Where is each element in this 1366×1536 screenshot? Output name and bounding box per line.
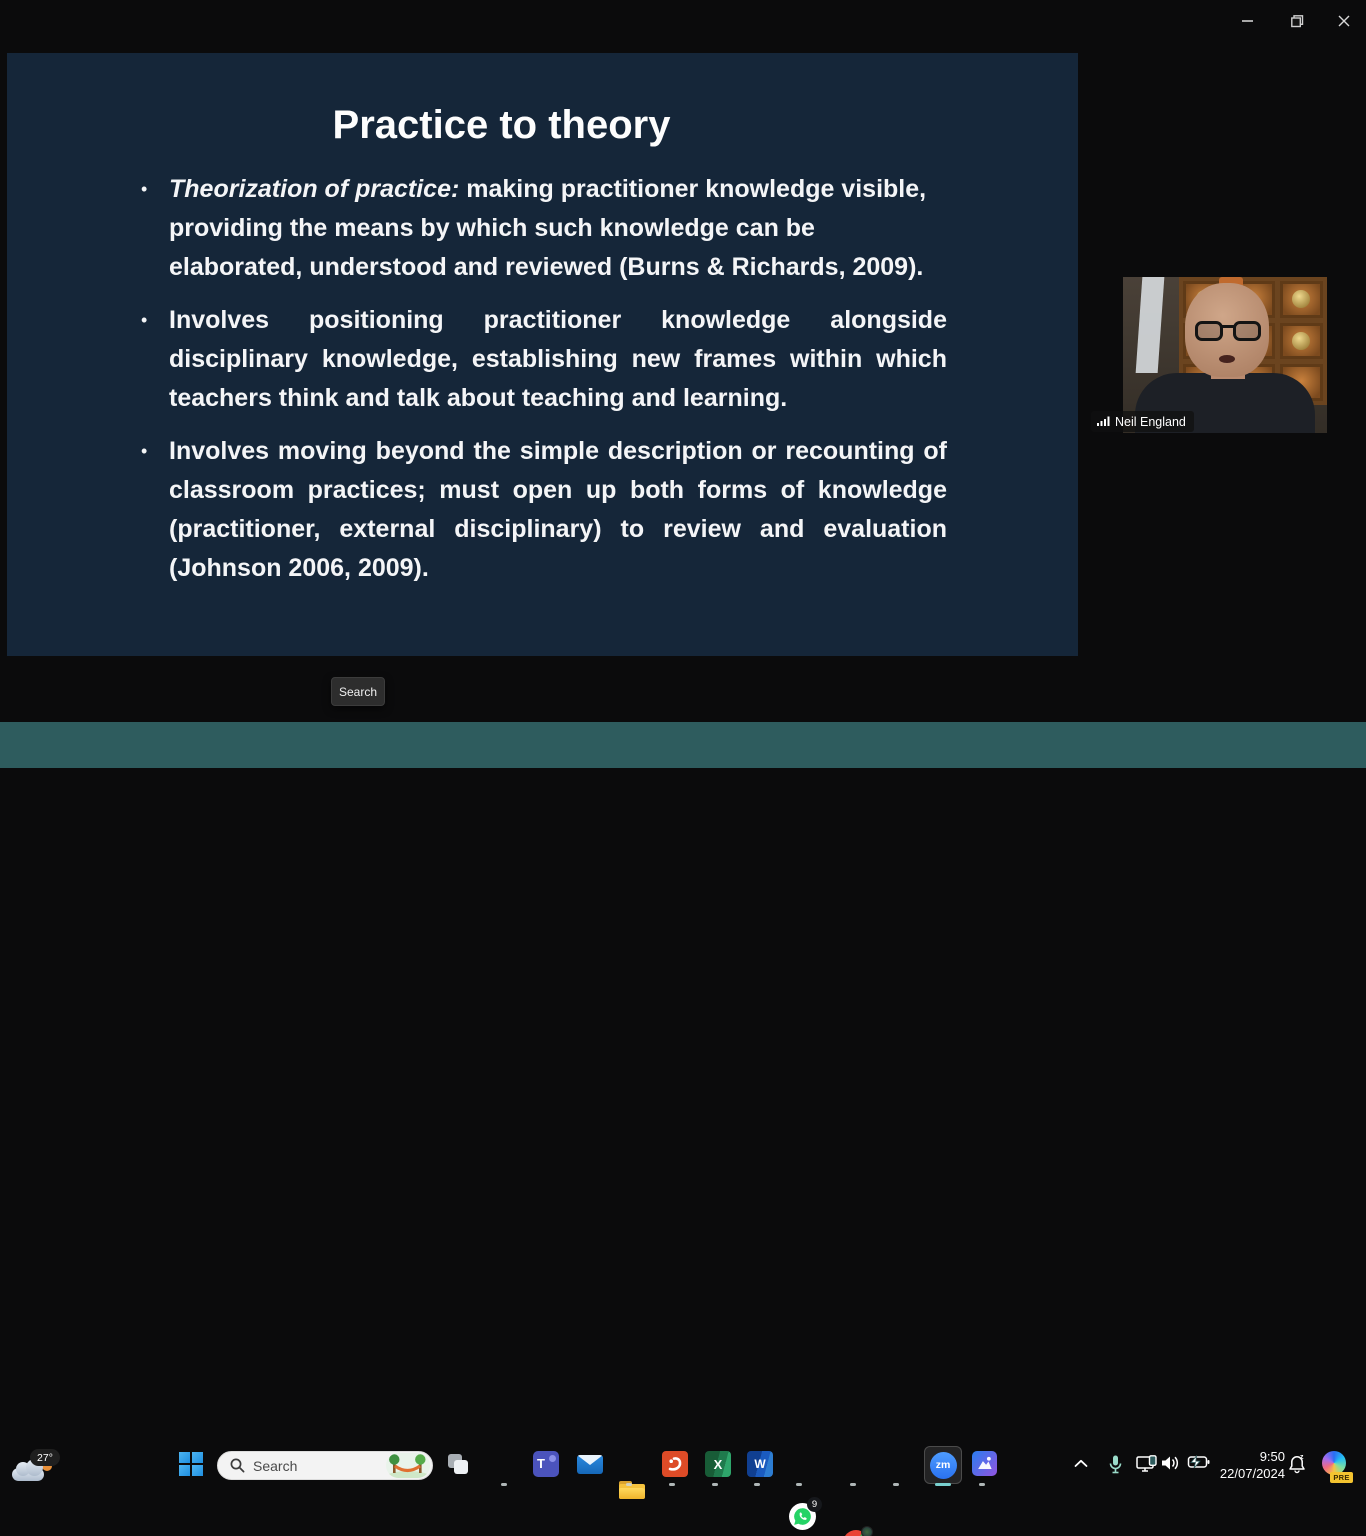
pdf-app-icon xyxy=(665,1454,685,1474)
bullet-item xyxy=(141,301,953,418)
task-view-button[interactable] xyxy=(447,1453,473,1479)
microphone-icon xyxy=(1109,1455,1122,1474)
taskbar-app-excel[interactable] xyxy=(705,1451,731,1477)
taskbar xyxy=(0,722,1366,1510)
microphone-tray-button[interactable] xyxy=(1109,1455,1122,1474)
participant-name-label xyxy=(1091,411,1194,432)
window-light xyxy=(1136,277,1165,373)
bell-dnd-icon xyxy=(1287,1453,1306,1474)
bing-daily-scene-icon xyxy=(386,1453,430,1478)
taskbar-app-pdf[interactable] xyxy=(662,1451,688,1477)
restore-button[interactable] xyxy=(1282,10,1312,32)
hidden-icons-button[interactable] xyxy=(1074,1459,1088,1468)
active-app-indicator xyxy=(935,1483,951,1486)
close-icon xyxy=(1338,15,1350,27)
battery-charging-icon xyxy=(1186,1455,1210,1469)
mouth xyxy=(1219,355,1235,363)
bullet-text: Involves positioning practitioner knowledge alongside disciplinary knowledge, establishing new frames within which teachers think and talk about teaching and learning. xyxy=(169,306,947,412)
chevron-up-icon xyxy=(1074,1459,1088,1468)
participant-video[interactable] xyxy=(1123,277,1327,433)
minimize-icon xyxy=(1242,15,1254,27)
slide-bullet-list xyxy=(141,170,953,602)
tray-time: 9:50 xyxy=(1259,1449,1285,1464)
chrome-profile-badge xyxy=(861,1526,873,1536)
windows-start-icon xyxy=(179,1452,190,1463)
running-indicator xyxy=(501,1483,507,1486)
tray-date: 22/07/2024 xyxy=(1219,1466,1285,1481)
slide-title: Practice to theory xyxy=(332,103,671,147)
running-indicator xyxy=(626,1483,632,1486)
svg-text:z: z xyxy=(1300,1454,1304,1461)
running-indicator xyxy=(754,1483,760,1486)
battery-tray-button[interactable] xyxy=(1186,1455,1210,1469)
close-button[interactable] xyxy=(1329,10,1359,32)
bullet-marker: • xyxy=(141,310,148,330)
bullet-marker: • xyxy=(141,441,148,461)
minimize-button[interactable] xyxy=(1233,10,1263,32)
taskbar-app-zoom-active[interactable] xyxy=(924,1446,962,1484)
running-indicator xyxy=(712,1483,718,1486)
notification-bell-button[interactable] xyxy=(1287,1453,1306,1474)
bullet-rest: making practitioner knowledge visible, providing the means by which such knowledge can be elaborated, understood and reviewed (Burns & Richards, 2009). xyxy=(169,175,927,281)
taskbar-app-word[interactable] xyxy=(747,1451,773,1477)
copilot-preview-badge: PRE xyxy=(1330,1472,1353,1483)
signal-bars-icon xyxy=(1097,416,1110,427)
running-indicator xyxy=(850,1483,856,1486)
start-button[interactable] xyxy=(178,1451,204,1477)
word-icon: W xyxy=(754,1457,766,1471)
bullet-marker: • xyxy=(141,179,148,199)
bullet-text xyxy=(169,170,947,287)
taskbar-app-photos[interactable] xyxy=(972,1451,997,1476)
whatsapp-notification-badge: 9 xyxy=(807,1497,822,1512)
bullet-text: Involves moving beyond the simple description or recounting of classroom practices; must open up both forms of knowledge (practitioner, external disciplinary) to review and evaluation (Johnson 2006, 2009). xyxy=(169,437,947,582)
restore-icon xyxy=(1291,15,1304,28)
taskbar-app-chrome-1[interactable] xyxy=(843,1530,869,1536)
teams-icon: T xyxy=(537,1456,545,1471)
temperature-badge: 27° xyxy=(30,1449,60,1466)
bullet-item xyxy=(141,170,953,287)
volume-icon xyxy=(1161,1455,1180,1471)
glasses xyxy=(1195,321,1261,343)
running-indicator xyxy=(796,1483,802,1486)
taskbar-app-edge[interactable] xyxy=(494,1451,520,1477)
participant-name: Neil England xyxy=(1115,414,1186,429)
search-label: Search xyxy=(253,1457,298,1474)
bullet-item xyxy=(141,432,953,588)
weather-widget[interactable] xyxy=(6,1446,64,1488)
participant-head xyxy=(1185,283,1269,377)
photos-icon xyxy=(975,1454,994,1473)
running-indicator xyxy=(979,1483,985,1486)
taskbar-search-tooltip: Search xyxy=(331,677,385,706)
shared-screen-slide xyxy=(7,53,1078,656)
cast-display-icon xyxy=(1136,1455,1158,1473)
clock-tray-button[interactable] xyxy=(1213,1448,1285,1482)
running-indicator xyxy=(669,1483,675,1486)
taskbar-app-teams[interactable] xyxy=(533,1451,559,1477)
volume-tray-button[interactable] xyxy=(1161,1455,1180,1471)
task-view-icon xyxy=(447,1453,470,1476)
running-indicator xyxy=(893,1483,899,1486)
cast-display-tray-button[interactable] xyxy=(1136,1455,1158,1473)
search-icon xyxy=(230,1458,245,1473)
taskbar-app-mail[interactable] xyxy=(577,1451,603,1477)
mail-icon xyxy=(577,1455,603,1474)
excel-icon: X xyxy=(713,1456,723,1472)
zoom-icon: zm xyxy=(930,1452,957,1479)
taskbar-app-file-explorer[interactable] xyxy=(619,1477,645,1503)
bullet-lead-italic: Theorization of practice: xyxy=(169,175,460,203)
taskbar-app-whatsapp[interactable] xyxy=(789,1499,818,1530)
taskbar-search[interactable] xyxy=(217,1451,433,1480)
